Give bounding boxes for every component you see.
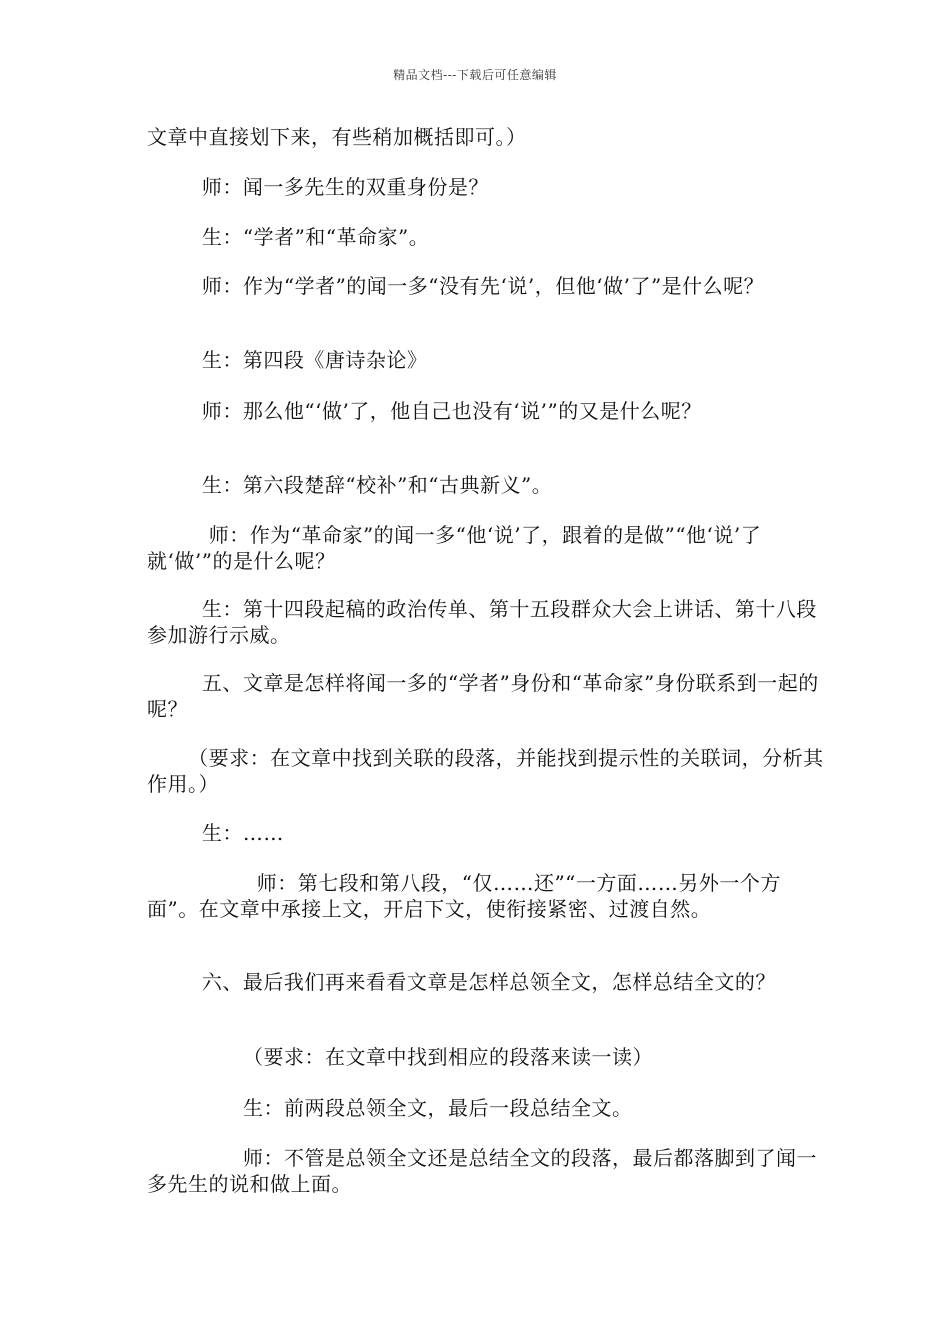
paragraph: 师：不管是总领全文还是总结全文的段落，最后都落脚到了闻一多先生的说和做上面。 — [147, 1146, 818, 1196]
paragraph: 师：作为“学者”的闻一多“没有先‘说’，但他‘做’了”是什么呢？ — [147, 274, 765, 298]
paragraph: 师：第七段和第八段，“仅……还”“一方面……另外一个方面”。在文章中承接上文，开启下文，使衔接紧密、过渡自然。 — [147, 871, 781, 921]
paragraph: 师：那么他“‘做’了，他自己也没有‘说’”的又是什么呢？ — [147, 399, 702, 423]
paragraph: 生：第十四段起稿的政治传单、第十五段群众大会上讲话、第十八段参加游行示威。 — [147, 597, 817, 647]
paragraph: 六、最后我们再来看看文章是怎样总领全文，怎样总结全文的？ — [147, 970, 776, 994]
paragraph: 生：“学者”和“革命家”。 — [147, 225, 430, 249]
paragraph: 生：第四段《唐诗杂论》 — [147, 348, 428, 372]
page-header: 精品文档---下载后可任意编辑 — [393, 68, 557, 82]
paragraph: （要求：在文章中找到相应的段落来读一读） — [147, 1045, 654, 1069]
paragraph: （要求：在文章中找到关联的段落，并能找到提示性的关联词，分析其作用。） — [147, 746, 824, 796]
paragraph: 五、文章是怎样将闻一多的“学者”身份和“革命家”身份联系到一起的呢？ — [147, 671, 819, 721]
paragraph: 生：前两段总领全文，最后一段总结全文。 — [147, 1096, 633, 1120]
paragraph: 师：闻一多先生的双重身份是？ — [147, 175, 489, 199]
paragraph: 生：第六段楚辞“校补”和“古典新义”。 — [147, 473, 553, 497]
paragraph: 文章中直接划下来，有些稍加概括即可。） — [147, 125, 527, 149]
paragraph: 生：…… — [147, 821, 284, 845]
paragraph: 师：作为“革命家”的闻一多“他‘说’了，跟着的是做”“他‘说’了就‘做’”的是什么呢？ — [147, 523, 762, 573]
